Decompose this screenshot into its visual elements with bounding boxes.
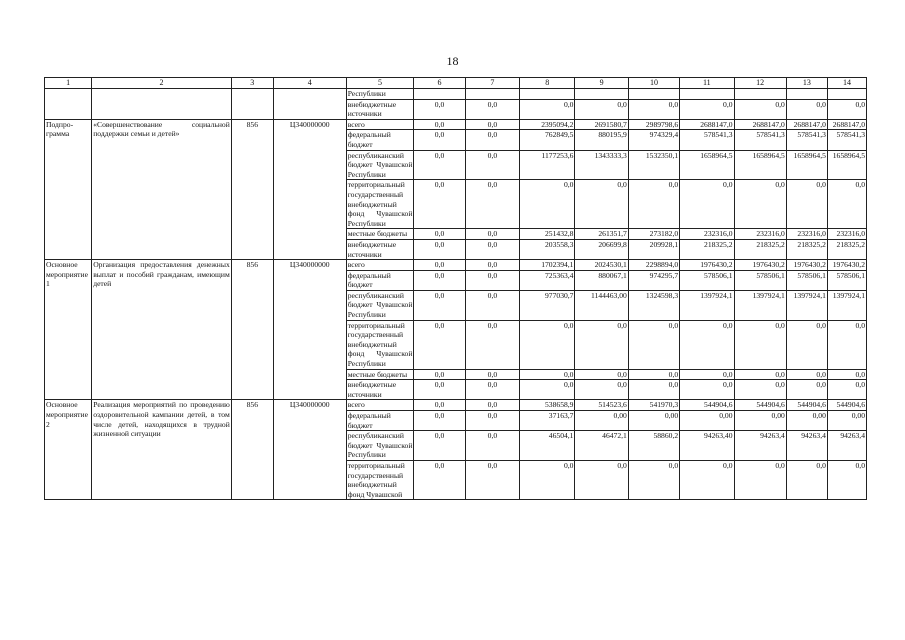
value-cell: 0,0 <box>414 119 465 130</box>
value-cell <box>465 89 519 100</box>
program-label <box>45 89 92 120</box>
value-cell: 0,0 <box>414 180 465 229</box>
value-cell: 0,0 <box>786 180 827 229</box>
value-cell: 0,00 <box>734 411 786 431</box>
value-cell: 0,0 <box>680 460 734 499</box>
value-cell: 1324598,3 <box>628 290 679 320</box>
value-cell: 0,0 <box>520 99 575 119</box>
value-cell: 0,0 <box>827 369 866 380</box>
value-cell: 0,0 <box>465 380 519 400</box>
value-cell: 0,0 <box>465 270 519 290</box>
value-cell: 0,0 <box>520 460 575 499</box>
value-cell: 0,0 <box>465 290 519 320</box>
value-cell: 2298894,0 <box>628 260 679 271</box>
value-cell: 232316,0 <box>734 229 786 240</box>
table-row <box>45 119 867 130</box>
value-cell: 1177253,6 <box>520 150 575 180</box>
value-cell: 0,0 <box>465 431 519 461</box>
value-cell: 0,0 <box>414 99 465 119</box>
value-cell: 251432,8 <box>520 229 575 240</box>
value-cell: 1397924,1 <box>734 290 786 320</box>
value-cell: 544904,6 <box>786 400 827 411</box>
value-cell: 0,0 <box>680 380 734 400</box>
value-cell: 0,0 <box>465 130 519 150</box>
value-cell: 1343333,3 <box>575 150 628 180</box>
program-code: 856 <box>231 400 273 500</box>
value-cell: 0,0 <box>680 369 734 380</box>
column-number-4: 4 <box>273 78 346 89</box>
value-cell: 0,0 <box>465 239 519 259</box>
funding-source: внебюджетные источники <box>346 239 414 259</box>
value-cell: 46504,1 <box>520 431 575 461</box>
value-cell: 0,00 <box>827 411 866 431</box>
value-cell: 0,00 <box>786 411 827 431</box>
value-cell: 544904,6 <box>827 400 866 411</box>
value-cell: 0,0 <box>465 229 519 240</box>
value-cell: 232316,0 <box>680 229 734 240</box>
value-cell: 762849,5 <box>520 130 575 150</box>
value-cell: 58860,2 <box>628 431 679 461</box>
value-cell: 232316,0 <box>786 229 827 240</box>
value-cell: 94263,40 <box>680 431 734 461</box>
value-cell: 0,0 <box>414 431 465 461</box>
value-cell: 218325,2 <box>827 239 866 259</box>
column-number-11: 11 <box>680 78 734 89</box>
value-cell: 1658964,5 <box>786 150 827 180</box>
table-row <box>45 260 867 271</box>
value-cell: 0,0 <box>786 460 827 499</box>
program-label: Подпро-грамма <box>45 119 92 259</box>
value-cell: 0,0 <box>414 400 465 411</box>
value-cell: 880067,1 <box>575 270 628 290</box>
column-number-5: 5 <box>346 78 414 89</box>
value-cell: 0,0 <box>414 380 465 400</box>
value-cell: 0,0 <box>414 260 465 271</box>
program-classifier <box>273 89 346 120</box>
value-cell: 0,0 <box>680 320 734 369</box>
value-cell: 977030,7 <box>520 290 575 320</box>
value-cell: 0,0 <box>465 400 519 411</box>
value-cell: 0,0 <box>786 320 827 369</box>
value-cell: 0,0 <box>520 180 575 229</box>
value-cell: 0,0 <box>414 229 465 240</box>
funding-source: всего <box>346 400 414 411</box>
value-cell: 0,0 <box>575 460 628 499</box>
value-cell: 37163,7 <box>520 411 575 431</box>
value-cell: 578506,1 <box>734 270 786 290</box>
value-cell: 1658964,5 <box>680 150 734 180</box>
value-cell: 0,0 <box>465 369 519 380</box>
value-cell: 0,0 <box>786 380 827 400</box>
value-cell: 0,0 <box>734 99 786 119</box>
program-description <box>92 89 232 120</box>
funding-source: Республики <box>346 89 414 100</box>
program-code: 856 <box>231 260 273 400</box>
value-cell: 1976430,2 <box>680 260 734 271</box>
value-cell: 0,0 <box>786 99 827 119</box>
value-cell: 544904,6 <box>734 400 786 411</box>
value-cell: 0,0 <box>575 320 628 369</box>
value-cell: 0,0 <box>734 180 786 229</box>
program-classifier: Ц340000000 <box>273 119 346 259</box>
value-cell: 0,0 <box>414 320 465 369</box>
value-cell: 725363,4 <box>520 270 575 290</box>
value-cell: 2688147,0 <box>680 119 734 130</box>
column-number-9: 9 <box>575 78 628 89</box>
column-number-8: 8 <box>520 78 575 89</box>
value-cell: 218325,2 <box>786 239 827 259</box>
value-cell: 0,0 <box>827 180 866 229</box>
value-cell: 0,0 <box>575 369 628 380</box>
funding-source: территориальный государственный внебюджетный фонд Чувашской Республики <box>347 320 413 369</box>
column-number-12: 12 <box>734 78 786 89</box>
value-cell: 0,0 <box>575 380 628 400</box>
value-cell: 203558,3 <box>520 239 575 259</box>
funding-source: федеральный бюджет <box>346 130 414 150</box>
value-cell: 0,0 <box>520 369 575 380</box>
value-cell: 273182,0 <box>628 229 679 240</box>
value-cell: 0,0 <box>414 239 465 259</box>
value-cell: 578541,3 <box>827 130 866 150</box>
column-number-14: 14 <box>827 78 866 89</box>
funding-source: республиканский бюджет Чувашской Республики <box>347 431 413 460</box>
column-number-2: 2 <box>92 78 232 89</box>
value-cell: 0,00 <box>575 411 628 431</box>
value-cell: 0,0 <box>680 99 734 119</box>
value-cell: 0,0 <box>465 99 519 119</box>
value-cell: 0,0 <box>465 411 519 431</box>
value-cell: 1397924,1 <box>680 290 734 320</box>
value-cell: 0,0 <box>827 460 866 499</box>
value-cell: 1144463,00 <box>575 290 628 320</box>
table-row <box>45 400 867 411</box>
value-cell: 974295,7 <box>628 270 679 290</box>
funding-source: всего <box>346 260 414 271</box>
value-cell <box>575 89 628 100</box>
value-cell: 0,0 <box>575 180 628 229</box>
budget-table <box>44 77 867 500</box>
value-cell: 578541,3 <box>734 130 786 150</box>
value-cell: 578541,3 <box>680 130 734 150</box>
value-cell: 1658964,5 <box>734 150 786 180</box>
program-description: Реализация мероприятий по проведению оздоровительной кампании детей, в том числе детей, находящихся в трудной жизненной ситуации <box>92 400 232 500</box>
value-cell: 0,0 <box>575 99 628 119</box>
value-cell: 1397924,1 <box>827 290 866 320</box>
value-cell: 1397924,1 <box>786 290 827 320</box>
funding-source: местные бюджеты <box>346 369 414 380</box>
value-cell: 218325,2 <box>734 239 786 259</box>
program-code: 856 <box>231 119 273 259</box>
value-cell: 514523,6 <box>575 400 628 411</box>
value-cell: 0,0 <box>414 411 465 431</box>
value-cell: 0,0 <box>827 320 866 369</box>
funding-source: внебюджетные источники <box>346 99 414 119</box>
program-code <box>231 89 273 120</box>
value-cell: 0,0 <box>465 320 519 369</box>
funding-source: территориальный государственный внебюджетный фонд Чувашской <box>346 460 414 499</box>
value-cell: 0,0 <box>628 320 679 369</box>
value-cell: 0,0 <box>628 369 679 380</box>
value-cell <box>628 89 679 100</box>
column-number-13: 13 <box>786 78 827 89</box>
value-cell: 0,0 <box>628 99 679 119</box>
value-cell: 0,0 <box>414 150 465 180</box>
value-cell: 0,0 <box>465 180 519 229</box>
value-cell: 2688147,0 <box>786 119 827 130</box>
funding-source: республиканский бюджет Чувашской Республики <box>347 150 413 179</box>
funding-source: всего <box>346 119 414 130</box>
page-number: 18 <box>446 54 459 68</box>
value-cell: 1532350,1 <box>628 150 679 180</box>
value-cell: 0,0 <box>734 320 786 369</box>
value-cell: 46472,1 <box>575 431 628 461</box>
value-cell: 0,0 <box>414 369 465 380</box>
value-cell: 94263,4 <box>734 431 786 461</box>
value-cell: 0,00 <box>680 411 734 431</box>
value-cell: 0,0 <box>628 380 679 400</box>
program-classifier: Ц340000000 <box>273 260 346 400</box>
value-cell: 0,0 <box>414 460 465 499</box>
value-cell: 232316,0 <box>827 229 866 240</box>
value-cell <box>786 89 827 100</box>
value-cell: 209928,1 <box>628 239 679 259</box>
value-cell: 2989798,6 <box>628 119 679 130</box>
value-cell: 0,0 <box>414 270 465 290</box>
value-cell: 2024530,1 <box>575 260 628 271</box>
value-cell: 578541,3 <box>786 130 827 150</box>
program-classifier: Ц340000000 <box>273 400 346 500</box>
funding-source: федеральный бюджет <box>346 411 414 431</box>
value-cell: 2688147,0 <box>827 119 866 130</box>
program-description: Организация предоставления денежных выплат и пособий гражданам, имеющим детей <box>92 260 232 400</box>
value-cell: 1976430,2 <box>734 260 786 271</box>
program-description: «Совершенствование социальной поддержки семьи и детей» <box>92 119 232 259</box>
value-cell: 0,0 <box>465 150 519 180</box>
value-cell: 0,0 <box>465 460 519 499</box>
value-cell: 2688147,0 <box>734 119 786 130</box>
value-cell: 0,0 <box>465 260 519 271</box>
value-cell: 578506,1 <box>827 270 866 290</box>
value-cell: 0,0 <box>520 320 575 369</box>
value-cell: 0,0 <box>827 99 866 119</box>
value-cell: 0,0 <box>414 290 465 320</box>
value-cell <box>520 89 575 100</box>
funding-source: внебюджетные источники <box>346 380 414 400</box>
value-cell: 0,0 <box>786 369 827 380</box>
value-cell: 0,00 <box>628 411 679 431</box>
column-number-7: 7 <box>465 78 519 89</box>
value-cell: 541970,3 <box>628 400 679 411</box>
value-cell: 206699,8 <box>575 239 628 259</box>
funding-source: территориальный государственный внебюджетный фонд Чувашской Республики <box>347 180 413 228</box>
value-cell: 0,0 <box>628 180 679 229</box>
value-cell: 1702394,1 <box>520 260 575 271</box>
column-number-10: 10 <box>628 78 679 89</box>
funding-source: республиканский бюджет Чувашской Республики <box>347 290 413 320</box>
value-cell: 0,0 <box>734 369 786 380</box>
funding-source: федеральный бюджет <box>346 270 414 290</box>
value-cell: 0,0 <box>628 460 679 499</box>
value-cell <box>680 89 734 100</box>
value-cell: 538658,9 <box>520 400 575 411</box>
value-cell: 218325,2 <box>680 239 734 259</box>
program-label: Основное мероприятие 2 <box>45 400 92 500</box>
value-cell: 0,0 <box>734 380 786 400</box>
header-row <box>45 78 867 89</box>
value-cell: 0,0 <box>827 380 866 400</box>
value-cell: 94263,4 <box>827 431 866 461</box>
value-cell: 0,0 <box>520 380 575 400</box>
table-row <box>45 89 867 100</box>
value-cell: 0,0 <box>414 130 465 150</box>
value-cell <box>734 89 786 100</box>
value-cell: 1976430,2 <box>827 260 866 271</box>
column-number-3: 3 <box>231 78 273 89</box>
funding-source: местные бюджеты <box>346 229 414 240</box>
value-cell: 0,0 <box>680 180 734 229</box>
column-number-1: 1 <box>45 78 92 89</box>
column-number-6: 6 <box>414 78 465 89</box>
value-cell: 2691580,7 <box>575 119 628 130</box>
value-cell: 0,0 <box>734 460 786 499</box>
value-cell: 94263,4 <box>786 431 827 461</box>
value-cell: 880195,9 <box>575 130 628 150</box>
value-cell: 1976430,2 <box>786 260 827 271</box>
program-label: Основное мероприятие 1 <box>45 260 92 400</box>
value-cell <box>827 89 866 100</box>
value-cell: 974329,4 <box>628 130 679 150</box>
value-cell: 0,0 <box>465 119 519 130</box>
value-cell: 1658964,5 <box>827 150 866 180</box>
value-cell <box>414 89 465 100</box>
value-cell: 578506,1 <box>786 270 827 290</box>
value-cell: 261351,7 <box>575 229 628 240</box>
value-cell: 578506,1 <box>680 270 734 290</box>
value-cell: 2395094,2 <box>520 119 575 130</box>
value-cell: 544904,6 <box>680 400 734 411</box>
